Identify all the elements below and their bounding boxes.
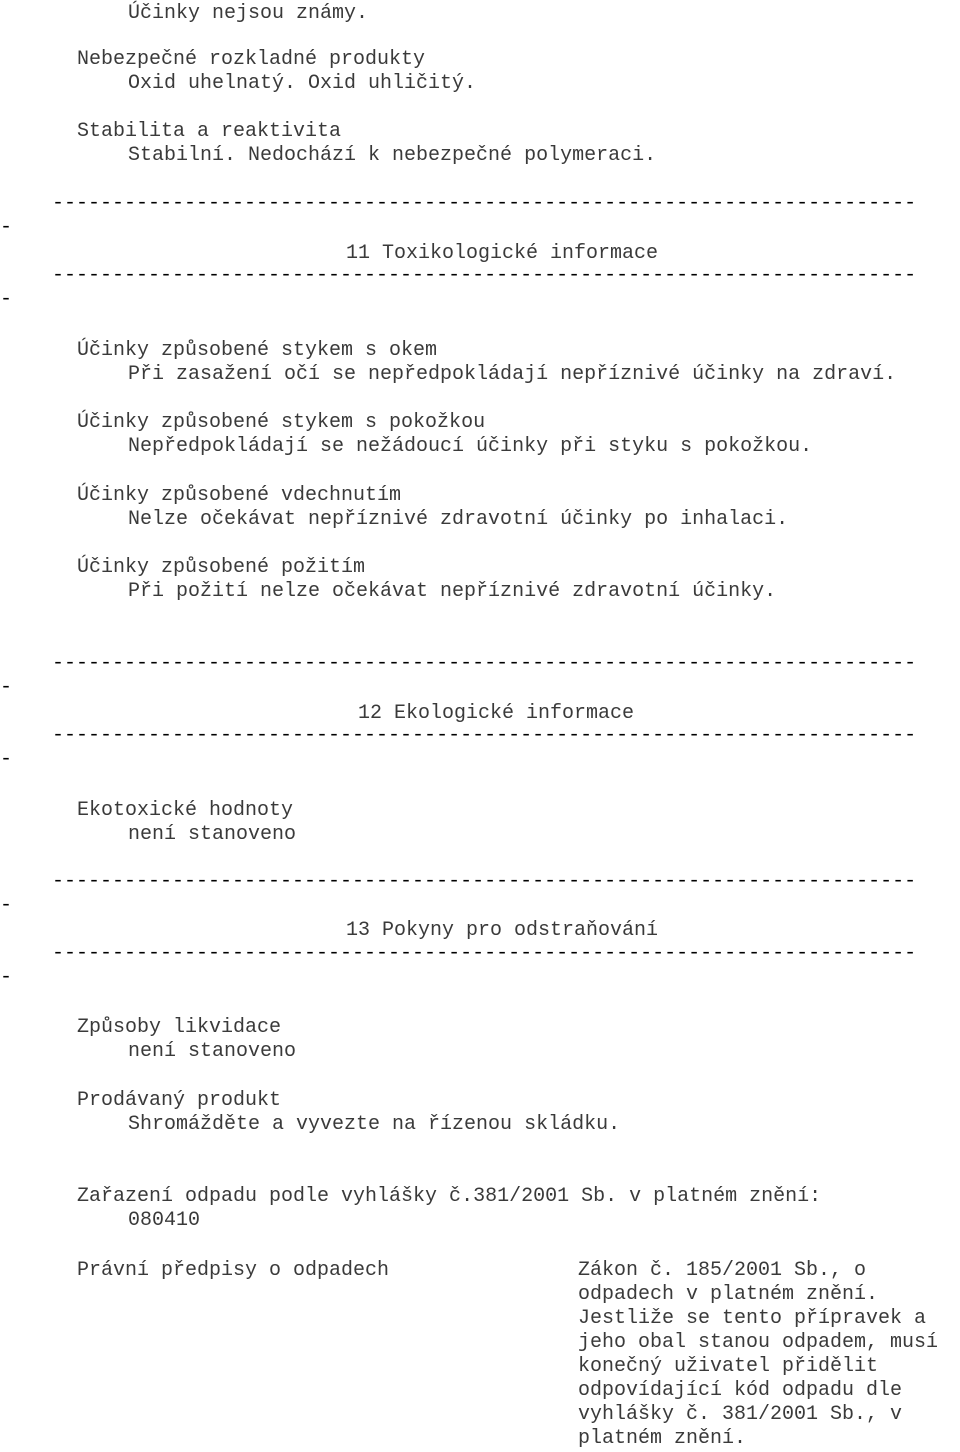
legal-heading: Právní předpisy o odpadech xyxy=(77,1259,390,1282)
product-heading: Prodávaný produkt xyxy=(77,1089,282,1112)
decomposition-value: Oxid uhelnatý. Oxid uhličitý. xyxy=(128,72,477,95)
separator-line: ------------------------------------------------------------------------ xyxy=(52,942,917,965)
product-value: Shromážděte a vyvezte na řízenou skládku. xyxy=(128,1113,621,1136)
eye-contact-heading: Účinky způsobené stykem s okem xyxy=(77,339,438,362)
stability-heading: Stabilita a reaktivita xyxy=(77,120,342,143)
effects-unknown-text: Účinky nejsou známy. xyxy=(128,2,369,25)
section-12-title: 12 Ekologické informace xyxy=(358,702,635,725)
eye-contact-value: Při zasažení očí se nepředpokládají nepříznivé účinky na zdraví. xyxy=(128,363,897,386)
disposal-value: není stanoveno xyxy=(128,1040,297,1063)
stability-value: Stabilní. Nedochází k nebezpečné polymeraci. xyxy=(128,144,657,167)
inhalation-heading: Účinky způsobené vdechnutím xyxy=(77,484,402,507)
skin-contact-value: Nepředpokládají se nežádoucí účinky při styku s pokožkou. xyxy=(128,435,813,458)
inhalation-value: Nelze očekávat nepříznivé zdravotní účinky po inhalaci. xyxy=(128,508,789,531)
separator-tick: - xyxy=(0,748,13,771)
legal-text: Zákon č. 185/2001 Sb., o odpadech v platném znění. Jestliže se tento přípravek a jeho obal stanou odpadem, musí konečný uživatel přidělit odpovídající kód odpadu dle vyhlášky č. 381/2001 Sb., v platném znění. xyxy=(578,1259,939,1450)
separator-tick: - xyxy=(0,676,13,699)
classification-heading: Zařazení odpadu podle vyhlášky č.381/2001 Sb. v platném znění: xyxy=(77,1185,822,1208)
ingestion-value: Při požití nelze očekávat nepříznivé zdravotní účinky. xyxy=(128,580,777,603)
separator-line: ------------------------------------------------------------------------ xyxy=(52,192,917,215)
separator-tick: - xyxy=(0,216,13,239)
separator-tick: - xyxy=(0,288,13,311)
disposal-heading: Způsoby likvidace xyxy=(77,1016,282,1039)
ecotoxic-heading: Ekotoxické hodnoty xyxy=(77,799,294,822)
separator-line: ------------------------------------------------------------------------ xyxy=(52,264,917,287)
section-13-title: 13 Pokyny pro odstraňování xyxy=(346,919,659,942)
separator-tick: - xyxy=(0,966,13,989)
skin-contact-heading: Účinky způsobené stykem s pokožkou xyxy=(77,411,486,434)
ecotoxic-value: není stanoveno xyxy=(128,823,297,846)
decomposition-heading: Nebezpečné rozkladné produkty xyxy=(77,48,426,71)
section-11-title: 11 Toxikologické informace xyxy=(346,242,659,265)
classification-value: 080410 xyxy=(128,1209,201,1232)
ingestion-heading: Účinky způsobené požitím xyxy=(77,556,366,579)
separator-line: ------------------------------------------------------------------------ xyxy=(52,724,917,747)
separator-line: ------------------------------------------------------------------------ xyxy=(52,870,917,893)
separator-tick: - xyxy=(0,894,13,917)
separator-line: ------------------------------------------------------------------------ xyxy=(52,652,917,675)
